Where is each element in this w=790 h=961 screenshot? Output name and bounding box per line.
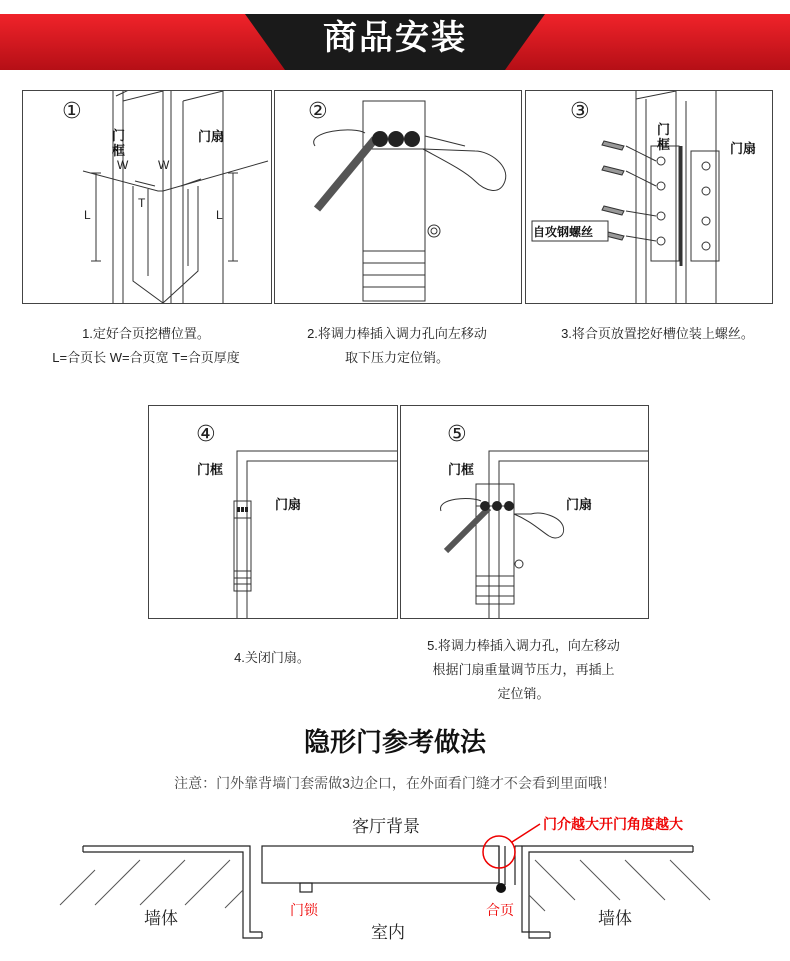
step-5-number: ⑤ [447,421,467,446]
step-5-panel [400,405,649,619]
step-1-caption-line-1: 1.定好合页挖槽位置。 [82,326,210,341]
angle-note-label: 门介越大开门角度越大 [543,816,683,832]
background-label: 客厅背景 [352,817,420,836]
step-5-caption-line-2: 根据门扇重量调节压力，再插上 [432,662,615,677]
step-1-number: ① [62,98,82,123]
step-4-number: ④ [196,421,216,446]
step-5-leaf-label: 门扇 [566,497,593,512]
step-1-caption [22,322,270,370]
step-2-caption [274,322,520,370]
step-3-caption [525,322,790,346]
invisible-door-note: 注意：门外靠背墙门套需做3边企口，在外面看门缝才不会看到里面哦！ [174,775,616,791]
lock-label: 门锁 [290,902,318,918]
step-4-illustration [149,406,397,618]
step-2-caption-line-2: 取下压力定位销。 [344,350,449,365]
step-2-caption-line-1: 2.将调力棒插入调力孔向左移动 [307,326,487,341]
step-1-l1-label: L [84,208,91,222]
step-1-caption-line-2: L=合页长 W=合页宽 T=合页厚度 [52,350,240,365]
step-4-caption-line-1: 4.关闭门扇。 [234,650,310,665]
invisible-door-title: 隐形门参考做法 [303,727,486,757]
step-1-w2-label: W [158,158,170,172]
step-5-caption [400,634,647,706]
step-4-leaf-label: 门扇 [275,497,302,512]
step-3-frame-label: 门框 [657,122,671,152]
step-5-frame-label: 门框 [448,462,475,477]
step-5-caption-line-1: 5.将调力棒插入调力孔，向左移动 [427,638,620,653]
step-4-caption [148,646,396,670]
indoor-label: 室内 [371,923,405,942]
step-1-leaf-label: 门扇 [198,129,225,144]
step-1-panel [22,90,272,304]
step-3-illustration [526,91,772,303]
step-5-caption-line-3: 定位销。 [497,686,550,701]
step-1-w1-label: W [117,158,129,172]
step-4-frame-label: 门框 [197,462,224,477]
step-3-screw-label: 自攻钢螺丝 [533,225,594,239]
step-1-l2-label: L [216,208,223,222]
page-title: 商品安装 [323,19,467,57]
step-3-caption-line-1: 3.将合页放置挖好槽位装上螺丝。 [561,326,754,341]
step-3-leaf-label: 门扇 [730,141,757,156]
step-3-number: ③ [570,98,590,123]
step-1-frame-label: 门框 [112,128,126,158]
step-3-panel [525,90,773,304]
wall-right-label: 墙体 [598,909,632,928]
step-1-illustration [23,91,271,303]
wall-left-label: 墙体 [144,909,178,928]
step-4-panel [148,405,398,619]
step-1-t-label: T [138,196,146,210]
step-5-illustration [401,406,648,618]
hinge-label: 合页 [486,902,514,918]
step-2-number: ② [308,98,328,123]
